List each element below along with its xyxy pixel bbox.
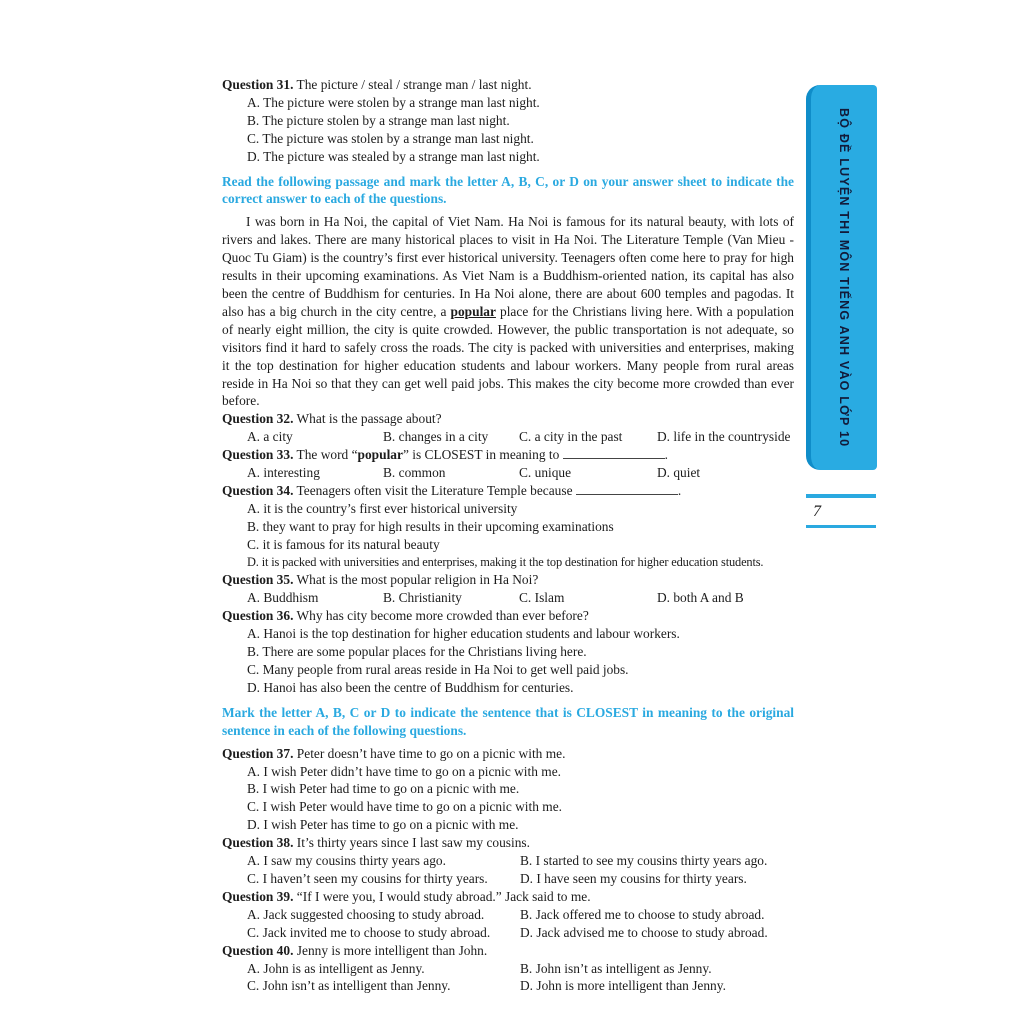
answer-option: C. Many people from rural areas reside in Ha Noi to get well paid jobs. xyxy=(247,662,629,677)
answer-option: D. quiet xyxy=(657,465,701,481)
question-bold-word: popular xyxy=(357,447,403,463)
question-text: “If I were you, I would study abroad.” Jack said to me. xyxy=(296,888,591,904)
options-row xyxy=(222,870,794,888)
question-line xyxy=(222,571,794,589)
answer-option: A. I wish Peter didn’t have time to go on a picnic with me. xyxy=(247,763,561,779)
passage-part1: I was born in Ha Noi, the capital of Viet Nam. Ha Noi is famous for its natural beauty, with lots of rivers and lakes. There are many historical places to visit in Ha Noi. The Literature Temple (Van Mieu - Quoc Tu Giam) is the country’s first ever historical university. Teenagers often come here to pray for high results in their upcoming examinations. As Viet Nam is a Buddhism-oriented nation, its capital has also been the centre of Buddhism for centuries. In Ha Noi alone, there are about 600 temples and pagodas. It also has a big church in the city centre, a xyxy=(222,214,794,319)
question-39 xyxy=(222,888,794,942)
question-line xyxy=(222,745,794,763)
answer-option: A. The picture were stolen by a strange man last night. xyxy=(247,94,540,110)
question-text-part1: Teenagers often visit the Literature Temple because xyxy=(296,482,576,498)
question-line xyxy=(222,76,794,94)
answer-option: D. both A and B xyxy=(657,590,744,606)
answer-option: C. John isn’t as intelligent than Jenny. xyxy=(247,978,451,994)
answer-option: C. I haven’t seen my cousins for thirty years. xyxy=(247,870,488,886)
page-content xyxy=(222,76,794,995)
answer-option: C. a city in the past xyxy=(519,429,623,445)
options-row xyxy=(222,977,794,995)
answer-option: D. I wish Peter has time to go on a picnic with me. xyxy=(247,817,519,833)
question-text: Why has city become more crowded than ever before? xyxy=(296,608,589,624)
question-36 xyxy=(222,607,794,697)
passage-highlight-word: popular xyxy=(450,303,496,319)
answer-option: D. I have seen my cousins for thirty years. xyxy=(520,870,747,886)
options-row xyxy=(222,924,794,942)
options-row xyxy=(222,464,794,482)
page-number: 7 xyxy=(813,502,821,520)
question-33 xyxy=(222,446,794,482)
answer-option: D. it is packed with universities and enterprises, making it the top destination for higher education students. xyxy=(247,554,764,569)
section-instruction-closest: Mark the letter A, B, C or D to indicate the sentence that is CLOSEST in meaning to the original sentence in each of the following questions. xyxy=(222,704,794,738)
options-row xyxy=(222,428,794,446)
answer-option: C. unique xyxy=(519,465,572,481)
answer-option: A. interesting xyxy=(247,465,320,481)
answer-option: D. life in the countryside xyxy=(657,429,791,445)
answer-option: B. changes in a city xyxy=(383,429,489,445)
answer-option: B. Jack offered me to choose to study abroad. xyxy=(520,906,765,922)
answer-option: D. John is more intelligent than Jenny. xyxy=(520,978,726,994)
page-number-rule-bottom xyxy=(806,525,876,529)
question-label: Question 34. xyxy=(222,482,294,498)
question-text-part3: . xyxy=(664,447,668,463)
section-instruction-reading: Read the following passage and mark the letter A, B, C, or D on your answer sheet to indicate the correct answer to each of the questions. xyxy=(222,173,794,207)
answer-option: B. they want to pray for high results in their upcoming examinations xyxy=(247,518,614,534)
question-text-part1: The word “ xyxy=(296,447,358,463)
question-label: Question 37. xyxy=(222,745,294,761)
answer-option: A. a city xyxy=(247,429,293,445)
answer-option: B. There are some popular places for the Christians living here. xyxy=(247,644,587,660)
answer-option: A. it is the country’s first ever historical university xyxy=(247,500,518,516)
question-label: Question 33. xyxy=(222,447,294,463)
answer-option: C. The picture was stolen by a strange man last night. xyxy=(247,130,534,146)
question-label: Question 40. xyxy=(222,942,294,958)
question-text: The picture / steal / strange man / last night. xyxy=(296,77,532,92)
answer-option: A. Jack suggested choosing to study abroad. xyxy=(247,906,485,922)
question-label: Question 35. xyxy=(222,572,294,588)
question-line xyxy=(222,942,794,960)
sidebar-tab xyxy=(806,85,877,470)
answer-option: A. Buddhism xyxy=(247,590,319,606)
question-label: Question 38. xyxy=(222,835,294,851)
question-line xyxy=(222,607,794,625)
answer-option: A. John is as intelligent as Jenny. xyxy=(247,960,425,976)
question-label: Question 32. xyxy=(222,411,294,427)
blank-underline xyxy=(576,490,678,495)
question-text: It’s thirty years since I last saw my cousins. xyxy=(296,835,530,851)
options-row xyxy=(222,960,794,978)
answer-option: A. Hanoi is the top destination for higher education students and labour workers. xyxy=(247,626,680,642)
question-text: Peter doesn’t have time to go on a picnic with me. xyxy=(296,745,566,761)
question-32 xyxy=(222,410,794,446)
question-line xyxy=(222,482,794,500)
page-number-block xyxy=(806,494,876,528)
answer-option: B. John isn’t as intelligent as Jenny. xyxy=(520,960,712,976)
options-row xyxy=(222,906,794,924)
question-label: Question 31. xyxy=(222,77,294,92)
question-text: What is the most popular religion in Ha Noi? xyxy=(296,572,539,588)
answer-option: D. The picture was stealed by a strange man last night. xyxy=(247,148,540,164)
question-line xyxy=(222,410,794,428)
question-line xyxy=(222,446,794,464)
blank-underline xyxy=(563,454,665,459)
question-text-part2: ” is CLOSEST in meaning to xyxy=(402,447,563,463)
question-35 xyxy=(222,571,794,607)
sidebar-tab-label: BỘ ĐỀ LUYỆN THI MÔN TIẾNG ANH VÀO LỚP 10 xyxy=(837,107,851,448)
answer-option: D. Jack advised me to choose to study abroad. xyxy=(520,924,768,940)
options-row xyxy=(222,589,794,607)
question-38 xyxy=(222,834,794,888)
answer-option: C. Islam xyxy=(519,590,565,606)
question-text: Jenny is more intelligent than John. xyxy=(296,942,488,958)
options-row xyxy=(222,852,794,870)
answer-option: C. it is famous for its natural beauty xyxy=(247,536,440,552)
answer-option: B. Christianity xyxy=(383,590,462,606)
answer-option: B. I wish Peter had time to go on a picnic with me. xyxy=(247,781,520,797)
question-label: Question 36. xyxy=(222,608,294,624)
question-text: What is the passage about? xyxy=(296,411,442,427)
answer-option: C. I wish Peter would have time to go on a picnic with me. xyxy=(247,799,562,815)
answer-option: D. Hanoi has also been the centre of Buddhism for centuries. xyxy=(247,679,574,695)
question-37 xyxy=(222,745,794,835)
question-34 xyxy=(222,482,794,572)
reading-passage xyxy=(222,213,794,410)
question-label: Question 39. xyxy=(222,888,294,904)
question-40 xyxy=(222,942,794,996)
answer-option: B. common xyxy=(383,465,446,481)
answer-option: B. The picture stolen by a strange man last night. xyxy=(247,112,510,128)
question-line xyxy=(222,888,794,906)
passage-part2: place for the Christians living here. With a population of nearly eight million, the city is quite crowded. However, the public transportation is not adequate, so visitors find it hard to safely cross the roads. The city is packed with universities and enterprises, making it the top destination for higher education students and labour workers. Many people from rural areas reside in Ha Noi so that they can get well paid jobs. This makes the city become more crowded than ever before. xyxy=(222,303,795,409)
answer-option: B. I started to see my cousins thirty years ago. xyxy=(520,853,768,869)
question-line xyxy=(222,834,794,852)
question-31 xyxy=(222,76,794,166)
answer-option: C. Jack invited me to choose to study abroad. xyxy=(247,924,491,940)
question-text-part3: . xyxy=(677,482,682,498)
answer-option: A. I saw my cousins thirty years ago. xyxy=(247,853,446,869)
